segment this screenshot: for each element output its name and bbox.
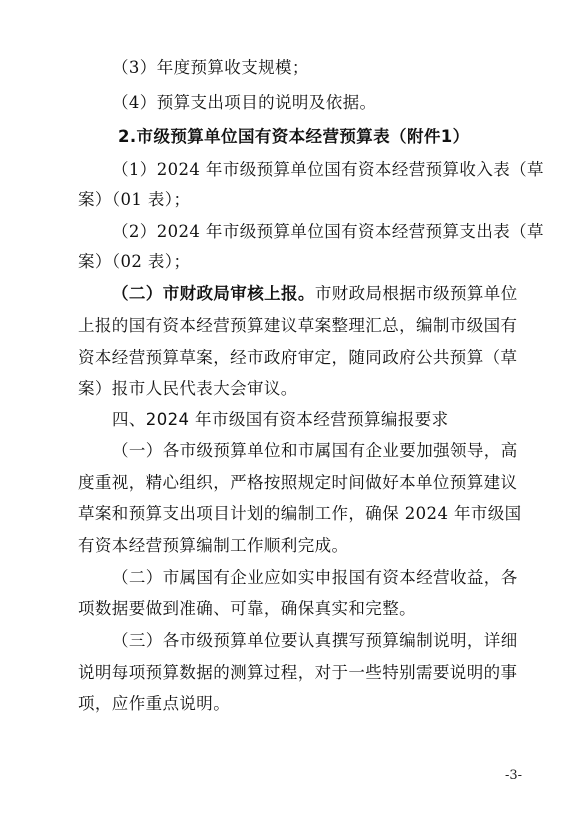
paragraph-enterprises-line-2: 项数据要做到准确、可靠，确保真实和完整。 xyxy=(78,599,416,618)
section-heading-requirements: 四、2024 年市级国有资本经营预算编报要求 xyxy=(112,410,449,429)
paragraph-leadership-line-1: （一）各市级预算单位和市属国有企业要加强领导，高 xyxy=(112,441,518,460)
paragraph-review-report xyxy=(112,284,542,304)
table-item-expenditure-cont: 案）（02 表）； xyxy=(78,252,191,271)
section-heading-budget-table: 2.市级预算单位国有资本经营预算表（附件1） xyxy=(118,127,470,146)
paragraph-explanation-line-1: （三）各市级预算单位要认真撰写预算编制说明，详细 xyxy=(112,631,518,650)
page-number: -3- xyxy=(504,768,522,783)
paragraph-review-text: 市财政局根据市级预算单位 xyxy=(314,284,518,303)
table-item-expenditure: （2）2024 年市级预算单位国有资本经营预算支出表（草 xyxy=(112,222,544,241)
paragraph-explanation-line-3: 项，应作重点说明。 xyxy=(78,694,231,713)
paragraph-enterprises-line-1: （二）市属国有企业应如实申报国有资本经营收益，各 xyxy=(112,568,518,587)
paragraph-explanation-line-2: 说明每项预算数据的测算过程，对于一些特别需要说明的事 xyxy=(78,663,518,682)
list-item-budget-scale: （3）年度预算收支规模； xyxy=(112,58,309,77)
table-item-income: （1）2024 年市级预算单位国有资本经营预算收入表（草 xyxy=(112,160,544,179)
paragraph-leadership-line-2: 度重视，精心组织，严格按照规定时间做好本单位预算建议 xyxy=(78,473,518,492)
paragraph-leadership-line-3: 草案和预算支出项目计划的编制工作，确保 2024 年市级国 xyxy=(78,504,522,523)
table-item-income-cont: 案）（01 表）； xyxy=(78,190,191,209)
paragraph-review-line-4: 案）报市人民代表大会审议。 xyxy=(78,379,298,398)
paragraph-review-line-3: 资本经营预算草案，经市政府审定，随同政府公共预算（草 xyxy=(78,348,518,367)
paragraph-review-line-2: 上报的国有资本经营预算建议草案整理汇总，编制市级国有 xyxy=(78,316,518,335)
paragraph-review-heading: （二）市财政局审核上报。 xyxy=(112,284,315,303)
paragraph-leadership-line-4: 有资本经营预算编制工作顺利完成。 xyxy=(78,536,349,555)
list-item-expenditure-explanation: （4）预算支出项目的说明及依据。 xyxy=(112,93,377,112)
